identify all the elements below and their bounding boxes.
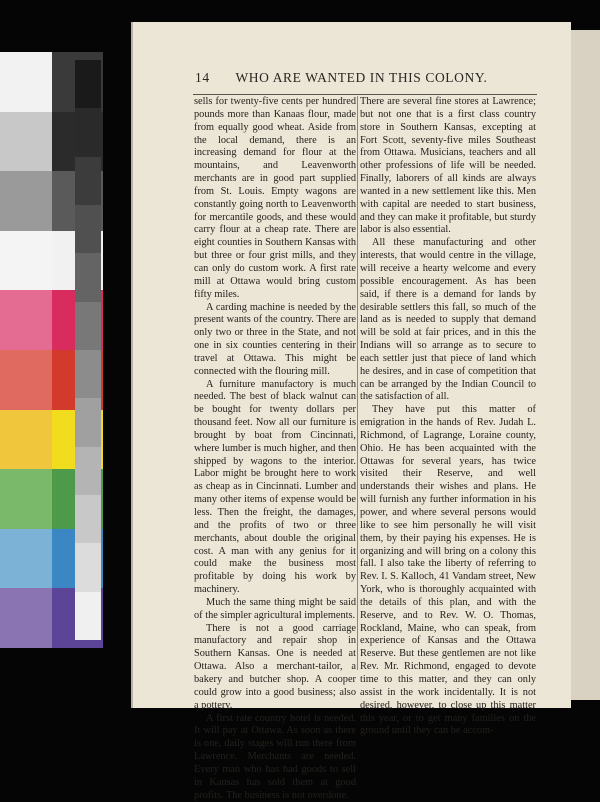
paragraph: A first rate country hotel is needed. It will pay at Ottawa. As soon as there is one, daily stages will run there from Lawrence. Merchants are needed. Every man who has had goods to sell in Kansas has sold them at good profits. The business is not overdone. [194,713,356,802]
paragraph: There are several fine stores at Lawrence; but not one that is a first class country store in Southern Kansas, excepting at Fort Scott, seventy-five miles Southeast from Ottawa. Musicians, teachers and all other professions of life will be needed. Finally, laborers of all kinds are always wanted in a new settlement like this. Men with capital are needed to start business, and they can make it profitable, but sturdy labor is also essential. [360,96,536,237]
paragraph: There is not a good carriage manufactory and repair shop in Southern Kansas. One is needed at Ottawa. Also a merchant-tailor, a bakery and butcher shop. A cooper could grow into a good business; also a pottery. [194,623,356,713]
paragraph: A furniture manufactory is much needed. The best of black walnut can be bought for twenty dollars per thousand feet. Now all our furniture is brought by boat from Cincinnati, where lumber is much higher, and then shipped by wagons to the interior. Labor might be brought here to work as cheap as in Cincinnati. Lumber and many other items of expense would be less. Then the freight, the damages, and the profits of two or three merchants, about double the original cost. A man with any genius for it could make the business most profitable by doing his work by machinery. [194,379,356,597]
running-title: WHO ARE WANTED IN THIS COLONY. [235,70,487,85]
column-divider [357,96,358,670]
paragraph: All these manufacturing and other interests, that would centre in the village, will receive a hearty welcome and every possible encouragement. As has been said, if there is a demand for lands by desirable settlers this fall, so much of the land as is needed to supply that demand will be sold at fair prices, and in this the Indians will so arrange as to secure to each settler just that piece of land which he desires, and in case of competition that can be arranged by the Indian Council to the satisfaction of all. [360,237,536,404]
left-text-column [194,96,356,676]
right-text-column [360,96,536,676]
header-rule [193,94,537,95]
gray-scale-strip [75,60,101,640]
paragraph: Much the same thing might be said of the simpler agricultural implements. [194,597,356,623]
paragraph: A carding machine is needed by the present wants of the country. There are only two or three in the State, and not one in six counties centering in their travel at Ottawa. This might be connected with the flouring mill. [194,302,356,379]
paragraph: sells for twenty-five cents per hundred pounds more than Kanaas flour, made from equally good wheat. Aside from the local demand, there is an increasing demand for flour at the mountains, and Leavenworth merchants are in good part supplied from St. Louis. Empty wagons are constantly going north to Leavenworth for mercantile goods, and these would carry flour at a cheap rate. There are eight counties in Southern Kansas with but three or four grist mills, and they can only do custom work. A first rate mill at Ottawa would bring custom fifty miles. [194,96,356,302]
next-page-edge [568,30,600,700]
page-number: 14 [195,70,210,85]
running-header [195,70,515,86]
paragraph: They have put this matter of emigration in the hands of Rev. Judah L. Richmond, of Lagrange, Loraine county, Ohio. He has been acquainted with the Ottawas for several years, has twice visited their Reserve, and well understands their wishes and plans. He will furnish any further information in his power, and where several persons would like to see him personally he will visit them, by their paying his expenses. He is organizing and will bring on a colony this fall. I also take the liberty of referring to Rev. I. S. Kalloch, 41 Vandam street, New York, who is thoroughly acquainted with the details of this plan, and with the Reserve, and to Rev. W. O. Thomas, Rockland, Maine, who can speak, from experience of Kansas and the Ottawa Reserve. But these gentlemen are not like Rev. Mr. Richmond, engaged to devote time to this matter, and they can only assist in the work incidentally. It is not desired, however, to close up this matter this year, or to get many families on the ground until they can be accom- [360,404,536,738]
